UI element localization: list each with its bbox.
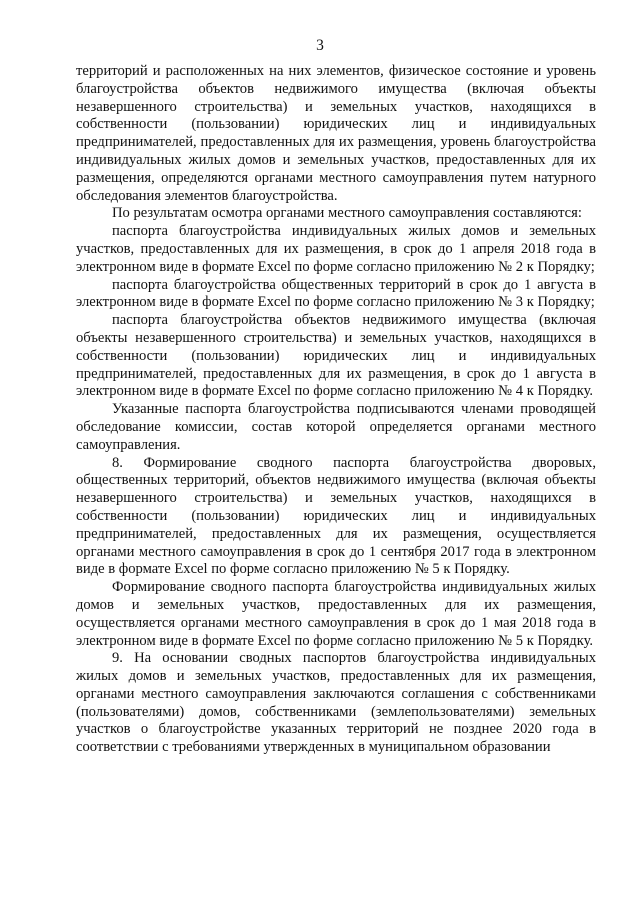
paragraph-passport-public-territories: паспорта благоустройства общественных территорий в срок до 1 августа в электронном виде в формате Excel по форме согласно приложению № 3 к Порядку;: [76, 276, 596, 311]
paragraph-inspection-results: По результатам осмотра органами местного самоуправления составляются:: [112, 205, 582, 222]
paragraph-passport-houses: паспорта благоустройства индивидуальных жилых домов и земельных участков, предоставленных для их размещения, в срок до 1 апреля 2018 года в электронном виде в формате Excel по форме согласно приложению № 2 к Порядку;: [76, 223, 596, 275]
paragraph-item-8: 8. Формирование сводного паспорта благоустройства дворовых, общественных территорий, объектов недвижимого имущества (включая объекты незавершенного строительства) и земельных участков, находящихся в собственности (пользовании) юридических лиц и индивидуальных предпринимателей, предоставленных для их размещения, осуществляется органами местного самоуправления в срок до 1 сентября 2017 года в электронном виде в формате Excel по форме согласно приложению № 5 к Порядку.: [76, 454, 596, 578]
paragraph-item-9: 9. На основании сводных паспортов благоустройства индивидуальных жилых домов и земельных участков, предоставленных для их размещения, органами местного самоуправления заключаются соглашения с собственниками (пользователями) домов, собственниками (землепользователями) земельных участков о благоустройстве указанных территорий не позднее 2020 года в соответствии с требованиями утвержденных в муниципальном образовании: [76, 650, 596, 756]
paragraph-signing: Указанные паспорта благоустройства подписываются членами проводящей обследование комиссии, состав которой определяется органами местного самоуправления.: [76, 401, 596, 453]
paragraph-summary-houses: Формирование сводного паспорта благоустройства индивидуальных жилых домов и земельных участков, предоставленных для их размещения, осуществляется органами местного самоуправления в срок до 1 мая 2018 года в электронном виде в формате Excel по форме согласно приложению № 5 к Порядку.: [76, 579, 596, 649]
paragraph-passport-real-estate: паспорта благоустройства объектов недвижимого имущества (включая объекты незавершенного строительства) и земельных участков, находящихся в собственности (пользовании) юридических лиц и индивидуальных предпринимателей, предоставленных для их размещения, в срок до 1 августа в электронном виде в формате Excel по форме согласно приложению № 4 к Порядку.: [76, 312, 596, 400]
page-number: 3: [316, 37, 324, 54]
paragraph-continuation: территорий и расположенных на них элементов, физическое состояние и уровень благоустройства объектов недвижимого имущества (включая объекты незавершенного строительства) и земельных участков, находящихся в собственности (пользовании) юридических лиц и индивидуальных предпринимателей, предоставленных для их размещения, уровень благоустройства индивидуальных жилых домов и земельных участков, предоставленных для их размещения, определяются органами местного самоуправления путем натурного обследования элементов благоустройства.: [76, 63, 596, 204]
document-body: [76, 63, 596, 757]
